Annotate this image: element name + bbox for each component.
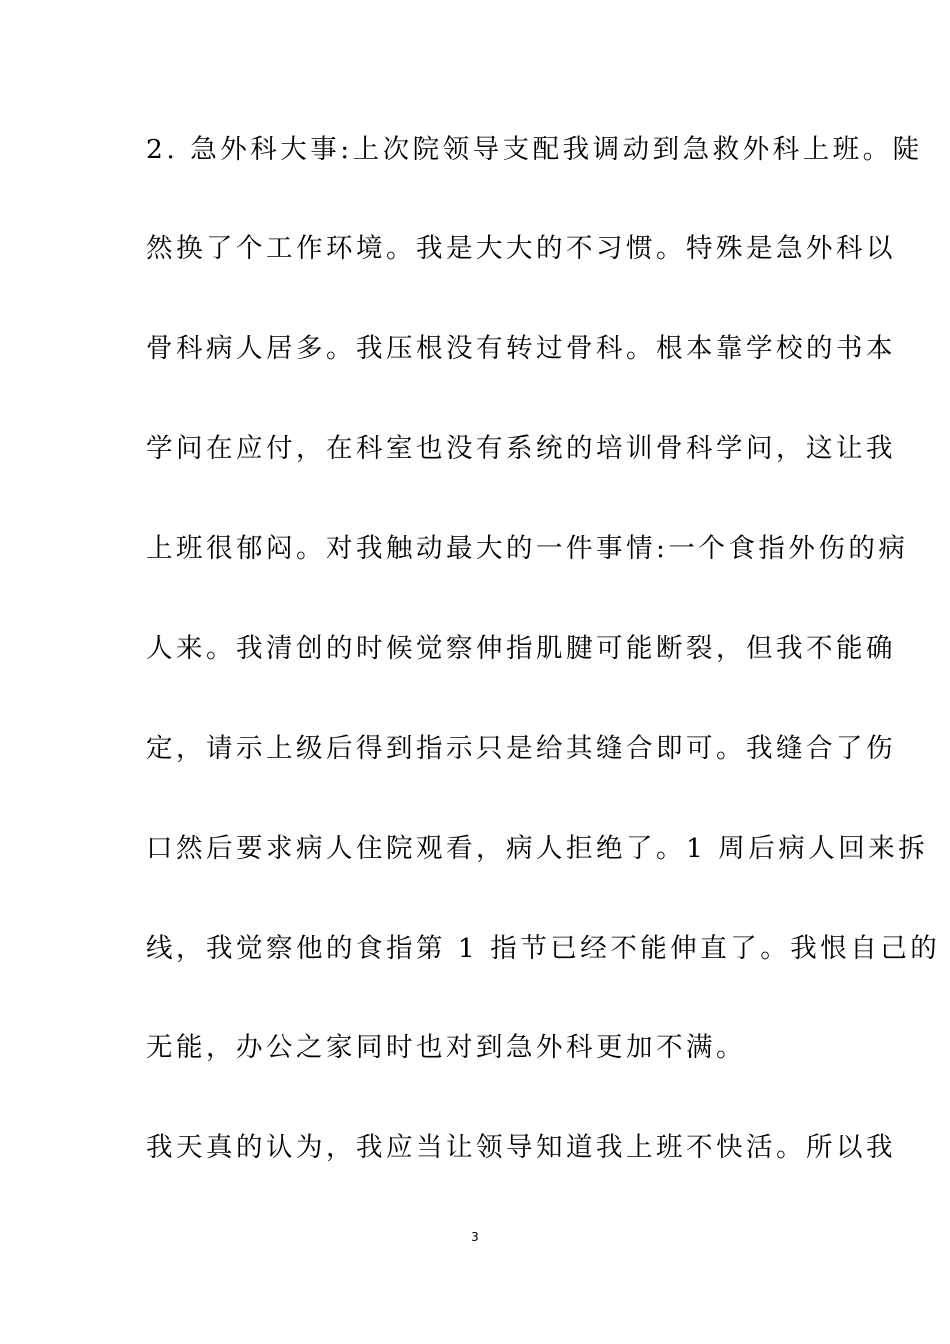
body-text-line: 上班很郁闷。对我触动最大的一件事情:一个食指外伤的病 [146, 533, 909, 564]
body-text-line: 口然后要求病人住院观看，病人拒绝了。1 周后病人回来拆 [146, 833, 929, 864]
body-text-line: 定，请示上级后得到指示只是给其缝合即可。我缝合了伤 [146, 733, 896, 764]
body-text-line: 我天真的认为，我应当让领导知道我上班不快活。所以我 [146, 1132, 896, 1163]
body-text-line: 然换了个工作环境。我是大大的不习惯。特殊是急外科以 [146, 233, 896, 264]
body-text-line: 线，我觉察他的食指第 1 指节已经不能伸直了。我恨自己的 [146, 933, 941, 964]
body-text-line: 无能，办公之家同时也对到急外科更加不满。 [146, 1032, 746, 1063]
body-text-line: 2. 急外科大事:上次院领导支配我调动到急救外科上班。陡 [146, 134, 923, 165]
body-text-line: 学问在应付，在科室也没有系统的培训骨科学问，这让我 [146, 433, 896, 464]
body-text-line: 人来。我清创的时候觉察伸指肌腱可能断裂，但我不能确 [146, 633, 896, 664]
body-text-line: 骨科病人居多。我压根没有转过骨科。根本靠学校的书本 [146, 333, 896, 364]
page-number: 3 [471, 1230, 479, 1244]
